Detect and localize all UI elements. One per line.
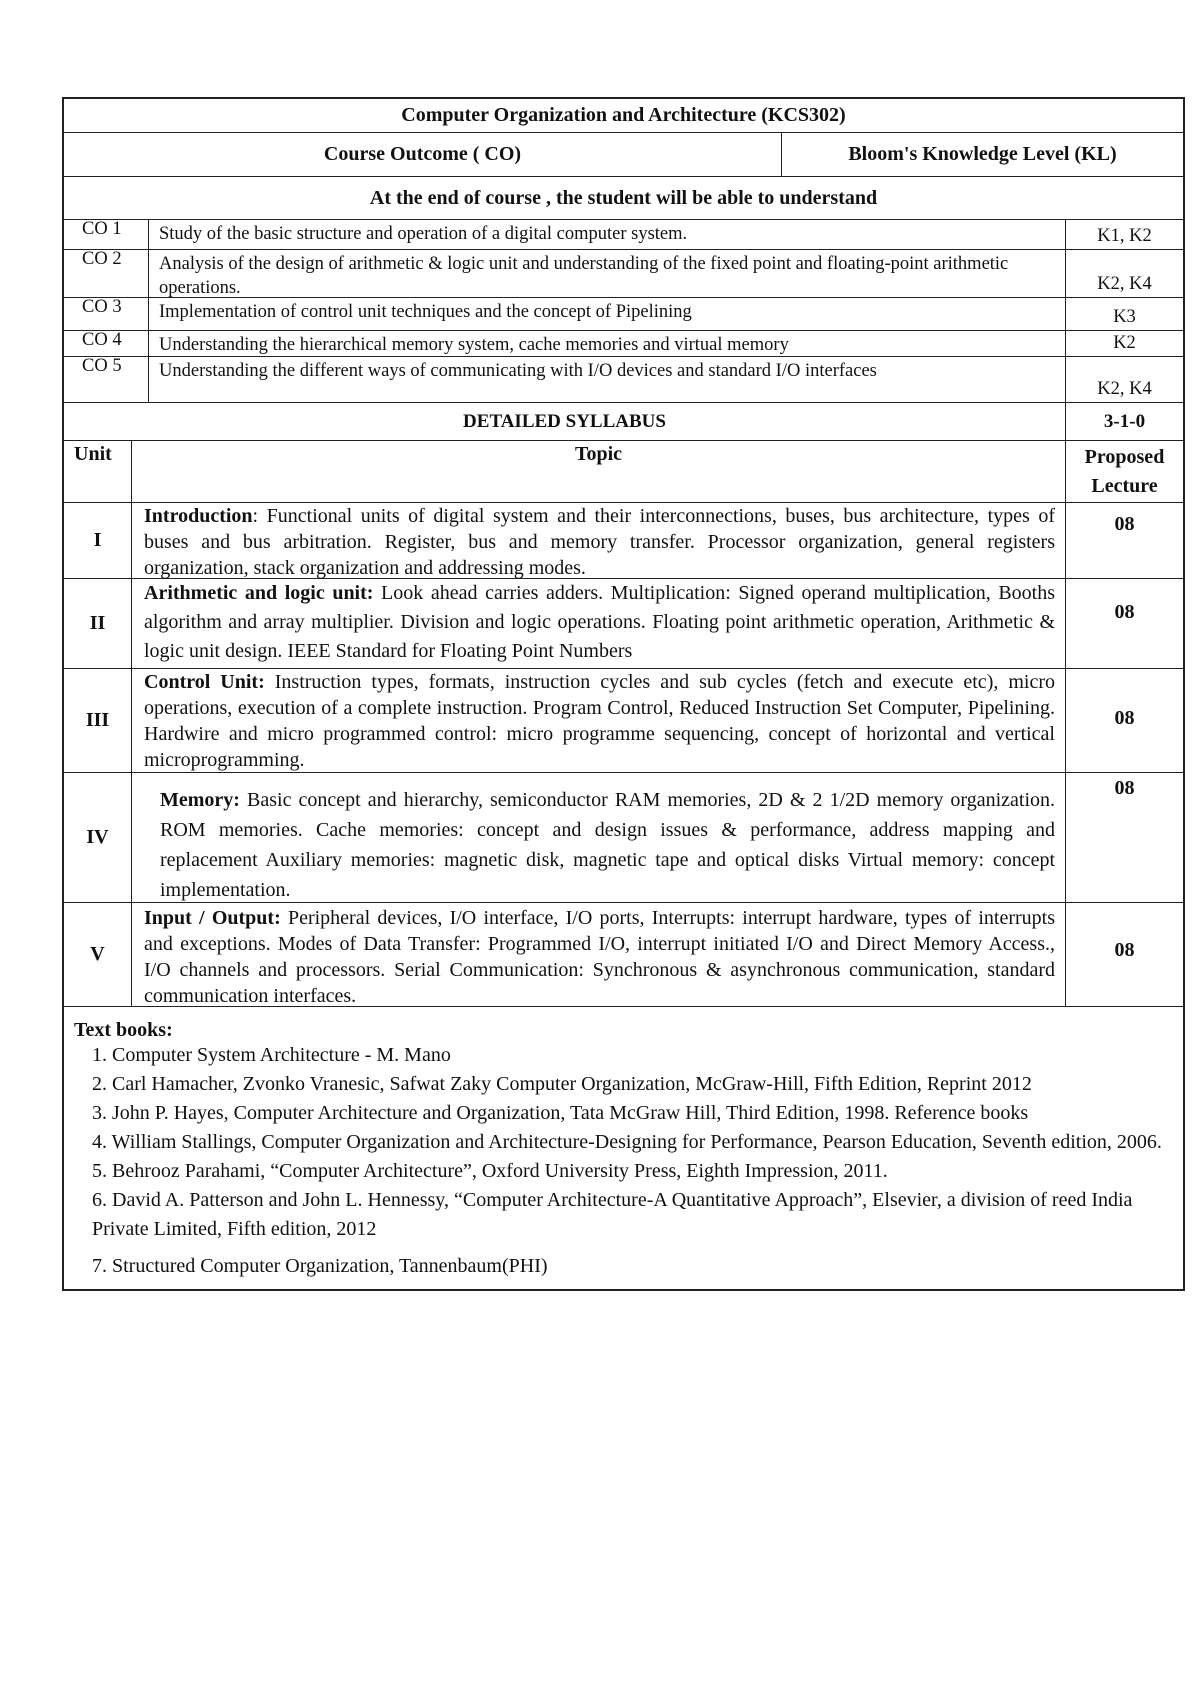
- unit-row: [64, 579, 1183, 669]
- unit-text: Peripheral devices, I/O interface, I/O ports, Interrupts: interrupt hardware, types of interrupts and exceptions. Modes of Data Transfer: Programmed I/O, interrupt initiated I/O and Direct Memory Access., I/O channels and processors. Serial Communication: Synchronous & asynchronous communication, standard communication interfaces.: [144, 907, 1055, 1007]
- unit-topic: [132, 503, 1066, 578]
- unit-text: Instruction types, formats, instruction cycles and sub cycles (fetch and execute etc), micro operations, execution of a complete instruction. Program Control, Reduced Instruction Set Computer, Pipelining. Hardwire and micro programmed control: micro programme sequencing, concept of horizontal and vertical microprogramming.: [144, 671, 1055, 771]
- unit-text: : Functional units of digital system and their interconnections, buses, bus architecture, types of buses and bus arbitration. Register, bus and memory transfer. Processor organization, general registers organization, stack organization and addressing modes.: [144, 505, 1055, 579]
- unit-heading: Input / Output:: [144, 907, 281, 929]
- co-text: Study of the basic structure and operation of a digital computer system.: [149, 220, 1066, 249]
- co-kl: K2: [1113, 333, 1136, 353]
- co-code: CO 1: [64, 220, 149, 249]
- unit-lecture: 08: [1114, 707, 1135, 729]
- co-text: Analysis of the design of arithmetic & logic unit and understanding of the fixed point and floating-point arithmetic operations.: [149, 250, 1066, 297]
- unit-lecture: 08: [1114, 777, 1135, 799]
- unit-topic: [132, 903, 1066, 1006]
- co-kl: K2, K4: [1097, 379, 1152, 399]
- co-header-outcome: Course Outcome ( CO): [64, 133, 782, 176]
- unit-text: Basic concept and hierarchy, semiconductor RAM memories, 2D & 2 1/2D memory organization. ROM memories. Cache memories: concept and design issues & performance, address mapping and replacement Auxiliary memories: magnetic disk, magnetic tape and optical disks Virtual memory: concept implementation.: [160, 789, 1055, 901]
- unit-heading: Arithmetic and logic unit:: [144, 582, 374, 604]
- course-title-row: [64, 99, 1183, 133]
- textbook-item: 3. John P. Hayes, Computer Architecture and Organization, Tata McGraw Hill, Third Edition, 1998. Reference books: [92, 1102, 1029, 1124]
- unit-number: II: [64, 579, 132, 668]
- co-kl: K1, K2: [1097, 226, 1152, 246]
- unit-heading: Introduction: [144, 505, 253, 527]
- detailed-syllabus-label: DETAILED SYLLABUS: [64, 403, 1066, 440]
- unit-topic: [132, 669, 1066, 772]
- intro-text: At the end of course , the student will be able to understand: [369, 186, 878, 209]
- textbook-item: 7. Structured Computer Organization, Tannenbaum(PHI): [92, 1255, 548, 1277]
- textbook-item: 4. William Stallings, Computer Organization and Architecture-Designing for Performance, Pearson Education, Seventh edition, 2006.: [92, 1131, 1162, 1153]
- ltp-value: 3-1-0: [1103, 410, 1146, 432]
- textbook-item: 1. Computer System Architecture - M. Mano: [92, 1044, 451, 1066]
- course-title: Computer Organization and Architecture (KCS302): [401, 104, 846, 126]
- co-code: CO 2: [64, 250, 149, 297]
- unit-heading: Control Unit:: [144, 671, 265, 693]
- textbook-item: 6. David A. Patterson and John L. Hennessy, “Computer Architecture-A Quantitative Approach”, Elsevier, a division of reed India Private Limited, Fifth edition, 2012: [92, 1189, 1133, 1240]
- co-kl: K2, K4: [1097, 274, 1152, 294]
- lecture-header: Proposed Lecture: [1084, 446, 1165, 497]
- textbooks-heading: Text books:: [74, 1019, 173, 1041]
- co-header-level: Bloom's Knowledge Level (KL): [848, 143, 1117, 165]
- co-row: [64, 250, 1183, 298]
- co-kl: K3: [1113, 307, 1136, 327]
- syllabus-table: [62, 97, 1185, 1291]
- textbooks-section: [64, 1007, 1183, 1289]
- topic-header: Topic: [132, 441, 1066, 502]
- unit-number: I: [64, 503, 132, 578]
- unit-text: Look ahead carries adders. Multiplication: Signed operand multiplication, Booths algorithm and array multiplier. Division and logic operations. Floating point arithmetic operation, Arithmetic & logic unit design. IEEE Standard for Floating Point Numbers: [144, 582, 1056, 662]
- co-text: Understanding the hierarchical memory system, cache memories and virtual memory: [149, 331, 1066, 356]
- unit-row: [64, 669, 1183, 773]
- co-row: [64, 220, 1183, 250]
- unit-row: [64, 503, 1183, 579]
- unit-number: III: [64, 669, 132, 772]
- unit-header: Unit: [64, 441, 132, 502]
- intro-row: [64, 177, 1183, 220]
- unit-lecture: 08: [1114, 601, 1135, 623]
- unit-topic: [132, 579, 1066, 668]
- textbook-item: 5. Behrooz Parahami, “Computer Architecture”, Oxford University Press, Eighth Impression, 2011.: [92, 1160, 888, 1182]
- unit-number: IV: [64, 773, 132, 902]
- detailed-syllabus-row: [64, 403, 1183, 441]
- unit-header-row: [64, 441, 1183, 503]
- unit-number: V: [64, 903, 132, 1006]
- co-header-row: [64, 133, 1183, 177]
- unit-row: [64, 773, 1183, 903]
- unit-lecture: 08: [1114, 513, 1135, 535]
- co-text: Understanding the different ways of communicating with I/O devices and standard I/O interfaces: [149, 357, 1066, 402]
- unit-lecture: 08: [1114, 939, 1135, 961]
- co-row: [64, 298, 1183, 331]
- co-code: CO 4: [64, 331, 149, 356]
- co-row: [64, 357, 1183, 403]
- co-code: CO 5: [64, 357, 149, 402]
- co-code: CO 3: [64, 298, 149, 330]
- co-row: [64, 331, 1183, 357]
- textbook-item: 2. Carl Hamacher, Zvonko Vranesic, Safwat Zaky Computer Organization, McGraw-Hill, Fifth Edition, Reprint 2012: [92, 1073, 1032, 1095]
- unit-topic: [132, 773, 1066, 902]
- co-text: Implementation of control unit techniques and the concept of Pipelining: [149, 298, 1066, 330]
- unit-row: [64, 903, 1183, 1007]
- unit-heading: Memory:: [160, 789, 240, 811]
